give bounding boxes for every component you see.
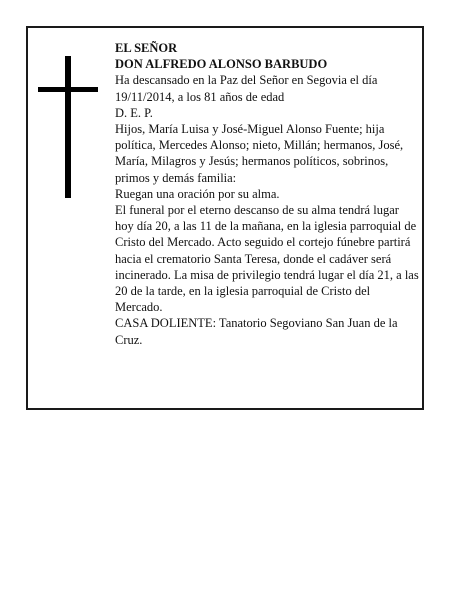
notice-title-line1: EL SEÑOR [115,41,178,55]
notice-text [115,40,420,348]
deceased-name: DON ALFREDO ALONSO BARBUDO [115,57,328,72]
cross-horizontal-bar [38,87,98,92]
mourning-house: CASA DOLIENTE: Tanatorio Segoviano San Juan de la Cruz. [115,316,398,347]
passing-statement: Ha descansado en la Paz del Señor en Segovia el día 19/11/2014, a los 81 años de edad [115,73,378,104]
cross-icon [38,56,98,198]
prayer-request: Ruegan una oración por su alma. [115,186,280,201]
cross-vertical-bar [65,56,71,198]
obituary-notice [26,26,424,410]
family-list: Hijos, María Luisa y José-Miguel Alonso Fuente; hija política, Mercedes Alonso; nieto, Millán; hermanos, José, María, Milagros y Jesús; hermanos políticos, sobrinos, primos y demás familia: [115,122,404,185]
rip-abbreviation: D. E. P. [115,105,153,120]
funeral-details: El funeral por el eterno descanso de su alma tendrá lugar hoy día 20, a las 11 de la mañana, en la iglesia parroquial de Cristo del Mercado. Acto seguido el cortejo fúnebre partirá hacia el crematorio Santa Teresa, donde el cadáver será incinerado. La misa de privilegio tendrá lugar el día 21, a las 20 de la tarde, en la iglesia parroquial de Cristo del Mercado. [115,203,419,315]
